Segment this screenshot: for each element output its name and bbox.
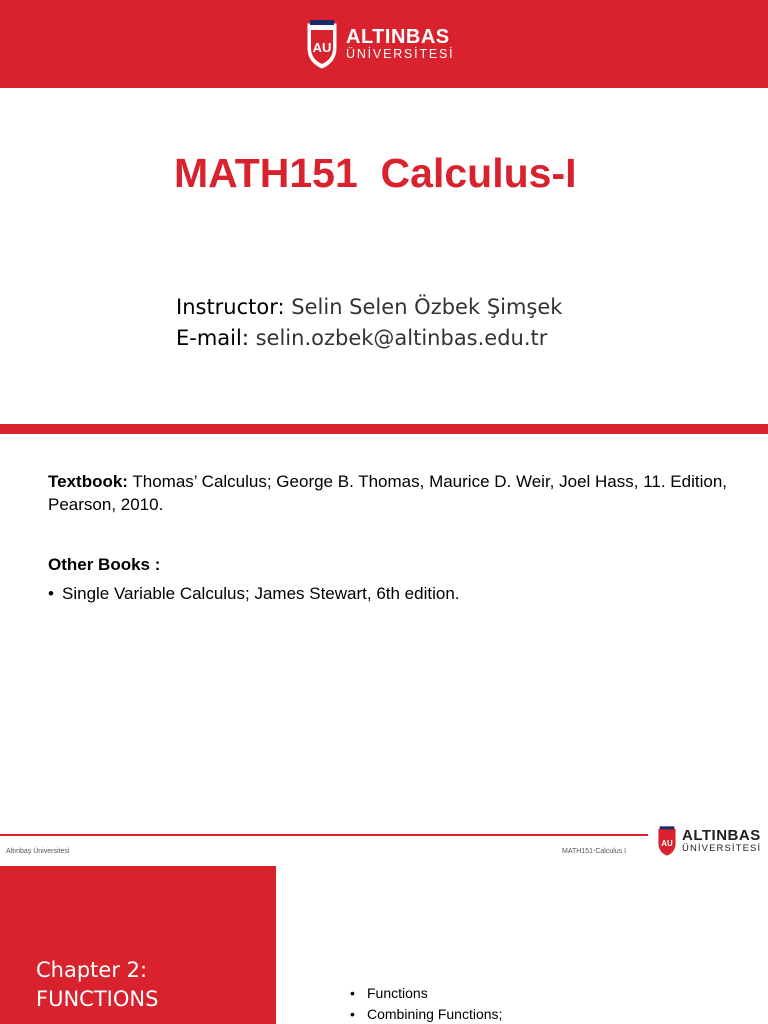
other-book-item: Single Variable Calculus; James Stewart, 6th edition. [62,584,460,603]
instructor-label: Instructor: [176,295,285,319]
footer-university: Altınbaş Üniversitesi [6,848,70,855]
other-books-heading: Other Books : [48,555,161,574]
topic-list [350,983,502,1024]
title-slide [0,0,768,434]
list-item [48,584,460,604]
footer-logo [656,825,761,857]
svg-text:AU: AU [312,40,332,55]
bullet-icon: • [350,985,355,1001]
textbook-value: Thomas’ Calculus; George B. Thomas, Maurice D. Weir, Joel Hass, 11. Edition, Pearson, 2010. [48,472,728,514]
chapter-number: Chapter 2: [36,958,148,982]
email-value: selin.ozbek@altinbas.edu.tr [255,326,548,350]
bullet-icon: • [350,1006,355,1022]
textbook-paragraph [48,470,728,516]
logo-subtitle: ÜNİVERSİTESİ [682,843,762,854]
footer-rule [0,834,648,836]
email-label: E-mail: [176,326,249,350]
topic-label: Combining Functions; [367,1006,503,1022]
instructor-info [176,292,562,354]
list-item [350,983,502,1004]
slide-divider [0,424,768,434]
footer-course: MATH151-Calculus I [562,848,627,855]
logo-name: ALTINBAS [682,827,761,844]
logo-name: ALTINBAS [346,26,450,48]
instructor-value: Selin Selen Özbek Şimşek [291,295,563,319]
university-logo [304,16,454,72]
svg-text:AU: AU [661,838,673,848]
header-banner [0,0,768,88]
textbook-label: Textbook: [48,472,128,491]
list-item [350,1004,502,1024]
course-title: MATH151 Calculus-I [174,150,577,196]
logo-subtitle: ÜNİVERSİTESİ [346,47,455,61]
chapter-title [36,956,158,1014]
shield-logo-icon [656,825,678,857]
shield-logo-icon [304,18,340,70]
bullet-icon: • [48,584,54,603]
chapter-name: FUNCTIONS [36,987,159,1011]
topic-label: Functions [367,985,428,1001]
